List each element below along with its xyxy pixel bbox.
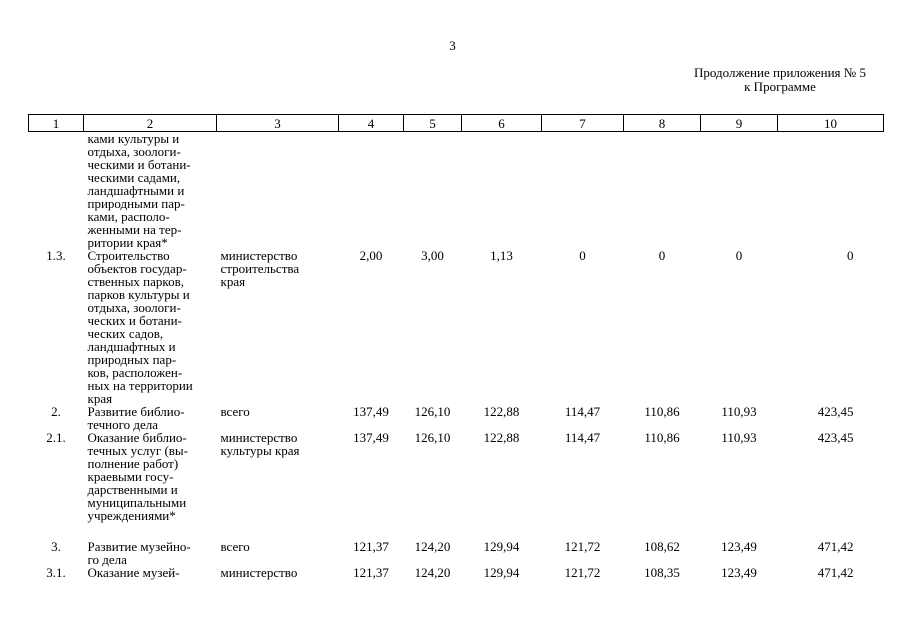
value-cell: 129,94 bbox=[483, 565, 520, 580]
value-cell: 124,20 bbox=[414, 565, 451, 580]
column-header: 4 bbox=[339, 115, 404, 132]
value-cell: 137,49 bbox=[353, 404, 389, 419]
value-cell: 123,49 bbox=[721, 565, 757, 580]
row-number: 2. bbox=[51, 404, 61, 419]
value-cell bbox=[462, 132, 542, 250]
column-header: 7 bbox=[542, 115, 624, 132]
value-cell bbox=[701, 132, 778, 250]
appendix-note bbox=[670, 66, 890, 94]
value-cell: 108,62 bbox=[644, 539, 680, 554]
row-executor bbox=[217, 566, 339, 579]
row-executor-text: министерство строительства края bbox=[220, 248, 300, 289]
row-name bbox=[84, 132, 217, 250]
value-cell: 471,42 bbox=[817, 565, 854, 580]
value-cell: 126,10 bbox=[414, 430, 451, 445]
value-cell: 110,86 bbox=[644, 404, 680, 419]
value-cell: 0 bbox=[847, 248, 854, 263]
row-name-text: Оказание музей- bbox=[87, 565, 180, 580]
value-cell: 114,47 bbox=[564, 404, 601, 419]
row-executor bbox=[217, 431, 339, 522]
table-row bbox=[29, 132, 884, 250]
row-name bbox=[84, 405, 217, 431]
column-header: 1 bbox=[29, 115, 84, 132]
row-executor bbox=[217, 249, 339, 405]
value-cell: 121,37 bbox=[353, 565, 389, 580]
value-cell: 121,37 bbox=[353, 539, 389, 554]
value-cell: 110,93 bbox=[721, 430, 757, 445]
value-cell bbox=[778, 132, 884, 250]
row-executor-text: министерство bbox=[220, 565, 298, 580]
row-number bbox=[29, 132, 84, 250]
column-header: 10 bbox=[778, 115, 884, 132]
table-row bbox=[29, 405, 884, 431]
value-cell: 0 bbox=[735, 248, 743, 263]
appendix-line-1: Продолжение приложения № 5 bbox=[694, 65, 866, 80]
value-cell: 129,94 bbox=[483, 539, 520, 554]
value-cell bbox=[339, 132, 404, 250]
header-row bbox=[29, 115, 884, 132]
value-cell: 0 bbox=[579, 248, 586, 263]
value-cell: 123,49 bbox=[721, 539, 757, 554]
row-number: 3. bbox=[51, 539, 61, 554]
value-cell: 1,13 bbox=[490, 248, 513, 263]
table-row bbox=[29, 522, 884, 566]
row-name bbox=[84, 522, 217, 566]
row-executor-text: министерство культуры края bbox=[220, 430, 300, 458]
column-header: 3 bbox=[217, 115, 339, 132]
value-cell: 121,72 bbox=[564, 539, 601, 554]
column-header: 9 bbox=[701, 115, 778, 132]
value-cell: 0 bbox=[658, 248, 666, 263]
row-name-text: Оказание библио- течных услуг (вы- полнение работ) краевыми госу- дарственными и муниципальными учреждениями* bbox=[87, 430, 188, 523]
value-cell: 124,20 bbox=[414, 539, 451, 554]
value-cell: 110,86 bbox=[644, 430, 680, 445]
value-cell: 121,72 bbox=[564, 565, 601, 580]
program-table bbox=[28, 114, 884, 579]
row-name bbox=[84, 566, 217, 579]
column-header: 2 bbox=[84, 115, 217, 132]
value-cell: 423,45 bbox=[817, 430, 854, 445]
row-name-text: Строительство объектов государ- ственных парков, парков культуры и отдыха, зоологи- ческих и ботани- ческих садов, ландшафтных и природных пар- ков, расположен- ных на территории края bbox=[87, 248, 193, 406]
row-name-text: Развитие библио- течного дела bbox=[87, 404, 185, 432]
table-row bbox=[29, 249, 884, 405]
value-cell: 114,47 bbox=[564, 430, 601, 445]
value-cell bbox=[404, 132, 462, 250]
value-cell: 108,35 bbox=[644, 565, 680, 580]
table-row bbox=[29, 566, 884, 579]
appendix-line-2: к Программе bbox=[744, 79, 816, 94]
value-cell: 471,42 bbox=[817, 539, 854, 554]
row-executor-text: всего bbox=[220, 404, 250, 419]
value-cell bbox=[542, 132, 624, 250]
row-executor bbox=[217, 132, 339, 250]
value-cell: 3,00 bbox=[421, 248, 444, 263]
row-number: 1.3. bbox=[46, 248, 66, 263]
value-cell: 122,88 bbox=[483, 404, 520, 419]
value-cell: 122,88 bbox=[483, 430, 520, 445]
value-cell: 2,00 bbox=[359, 248, 383, 263]
row-executor-text: всего bbox=[220, 539, 250, 554]
column-header: 8 bbox=[624, 115, 701, 132]
column-header: 6 bbox=[462, 115, 542, 132]
row-name-text: ками культуры и отдыха, зоологи- ческими и ботани- ческими садами, ландшафтными и природными пар- ками, располо- женными на тер- ритории края* bbox=[87, 131, 191, 250]
page-number: 3 bbox=[449, 38, 456, 53]
row-name bbox=[84, 431, 217, 522]
value-cell: 137,49 bbox=[353, 430, 389, 445]
table-row bbox=[29, 431, 884, 522]
column-header: 5 bbox=[404, 115, 462, 132]
value-cell: 110,93 bbox=[721, 404, 757, 419]
row-executor bbox=[217, 522, 339, 566]
row-executor bbox=[217, 405, 339, 431]
value-cell: 126,10 bbox=[414, 404, 451, 419]
value-cell: 423,45 bbox=[817, 404, 854, 419]
row-name bbox=[84, 249, 217, 405]
row-name-text: Развитие музейно- го дела bbox=[87, 539, 191, 567]
row-number: 2.1. bbox=[46, 430, 66, 445]
row-number: 3.1. bbox=[46, 565, 66, 580]
value-cell bbox=[624, 132, 701, 250]
